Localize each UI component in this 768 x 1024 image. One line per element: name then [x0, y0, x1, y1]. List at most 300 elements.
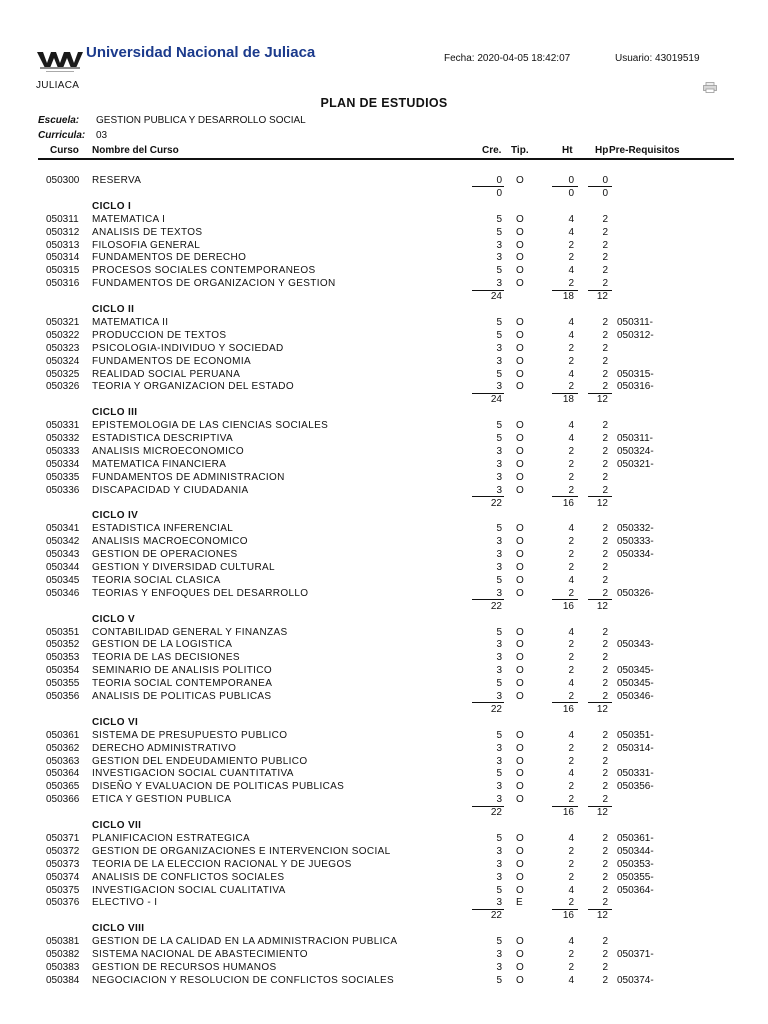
city-label: JULIACA	[36, 80, 80, 91]
course-code: 050342	[46, 536, 80, 548]
course-type: O	[516, 342, 524, 354]
table-row	[0, 484, 768, 497]
course-prerequisites: 050346-	[617, 691, 654, 702]
course-type: O	[516, 381, 524, 393]
course-theory-hours: 4	[568, 574, 574, 586]
course-name: MATEMATICA II	[92, 316, 169, 328]
ciclo-heading	[0, 922, 768, 935]
table-row	[0, 445, 768, 458]
table-row	[0, 548, 768, 561]
course-theory-hours: 2	[568, 381, 574, 393]
course-name: TEORIA SOCIAL CONTEMPORANEA	[92, 678, 273, 690]
course-theory-hours: 2	[568, 342, 574, 354]
course-prerequisites: 050345-	[617, 678, 654, 690]
course-name: TEORIAS Y ENFOQUES DEL DESARROLLO	[92, 587, 309, 599]
course-practice-hours: 2	[602, 562, 608, 573]
course-name: SISTEMA NACIONAL DE ABASTECIMIENTO	[92, 949, 308, 960]
course-type: O	[516, 974, 524, 986]
course-credits: 3	[496, 665, 502, 677]
total-practice-hours: 12	[596, 394, 608, 406]
table-row	[0, 471, 768, 484]
course-practice-hours: 2	[602, 355, 608, 367]
total-credits: 22	[490, 910, 502, 922]
course-code: 050346	[46, 587, 80, 599]
course-type: O	[516, 742, 524, 754]
course-type: O	[516, 175, 524, 186]
col-nombre: Nombre del Curso	[92, 145, 179, 156]
course-theory-hours: 2	[568, 858, 574, 870]
course-practice-hours: 2	[602, 871, 608, 883]
course-code: 050372	[46, 845, 80, 857]
table-row	[0, 213, 768, 226]
table-row	[0, 239, 768, 252]
course-name: INVESTIGACION SOCIAL CUANTITATIVA	[92, 768, 294, 780]
ciclo-heading	[0, 406, 768, 419]
course-credits: 5	[496, 574, 502, 586]
course-name: GESTION DE RECURSOS HUMANOS	[92, 961, 277, 973]
course-theory-hours: 4	[568, 768, 574, 780]
ciclo-total-row	[0, 290, 768, 303]
course-theory-hours: 2	[568, 871, 574, 883]
course-name: FUNDAMENTOS DE ADMINISTRACION	[92, 471, 285, 483]
course-theory-hours: 2	[568, 755, 574, 767]
col-tip: Tip.	[511, 145, 529, 156]
ciclo-label: CICLO II	[92, 304, 135, 315]
course-credits: 5	[496, 213, 502, 225]
course-name: PSICOLOGIA-INDIVIDUO Y SOCIEDAD	[92, 342, 284, 354]
course-prerequisites: 050364-	[617, 884, 654, 896]
course-credits: 5	[496, 368, 502, 380]
course-theory-hours: 2	[568, 652, 574, 664]
course-type: O	[516, 226, 524, 238]
ciclo-total-row	[0, 703, 768, 716]
table-row	[0, 729, 768, 742]
report-user: Usuario: 43019519	[615, 53, 700, 64]
ciclo-label: CICLO IV	[92, 510, 139, 522]
course-practice-hours: 2	[602, 213, 608, 225]
table-row	[0, 342, 768, 355]
course-practice-hours: 2	[602, 626, 608, 638]
course-credits: 3	[496, 381, 502, 393]
course-theory-hours: 4	[568, 974, 574, 986]
course-type: O	[516, 678, 524, 690]
course-code: 050325	[46, 368, 80, 380]
course-credits: 3	[496, 742, 502, 754]
course-credits: 3	[496, 342, 502, 354]
course-practice-hours: 2	[602, 755, 608, 767]
total-credits: 0	[496, 187, 502, 199]
table-row	[0, 651, 768, 664]
course-name: PRODUCCION DE TEXTOS	[92, 329, 227, 341]
course-practice-hours: 2	[602, 342, 608, 354]
course-type: O	[516, 536, 524, 548]
total-credits: 22	[490, 600, 502, 612]
table-row	[0, 974, 768, 987]
course-type: O	[516, 471, 524, 483]
course-code: 050375	[46, 884, 80, 896]
course-code: 050365	[46, 781, 80, 793]
course-theory-hours: 4	[568, 626, 574, 638]
course-name: DISEÑO Y EVALUACION DE POLITICAS PUBLICAS	[92, 781, 345, 793]
total-credits: 24	[490, 394, 502, 406]
course-practice-hours: 2	[602, 961, 608, 973]
course-type: O	[516, 549, 524, 561]
course-credits: 3	[496, 871, 502, 883]
table-row	[0, 535, 768, 548]
course-type: O	[516, 781, 524, 793]
course-credits: 5	[496, 329, 502, 341]
col-ht: Ht	[562, 145, 573, 156]
course-theory-hours: 4	[568, 832, 574, 844]
course-practice-hours: 0	[602, 175, 608, 186]
course-name: FUNDAMENTOS DE DERECHO	[92, 252, 247, 264]
course-type: O	[516, 832, 524, 844]
course-type: O	[516, 639, 524, 651]
ciclo-total-row	[0, 600, 768, 613]
course-theory-hours: 2	[568, 471, 574, 483]
course-type: O	[516, 278, 524, 290]
total-credits: 22	[490, 497, 502, 509]
course-theory-hours: 4	[568, 884, 574, 896]
course-credits: 5	[496, 884, 502, 896]
course-code: 050364	[46, 768, 80, 780]
course-code: 050384	[46, 974, 80, 986]
escuela-value: GESTION PUBLICA Y DESARROLLO SOCIAL	[96, 115, 306, 126]
course-code: 050336	[46, 484, 80, 496]
course-name: SISTEMA DE PRESUPUESTO PUBLICO	[92, 729, 288, 741]
total-theory-hours: 16	[562, 497, 574, 509]
course-credits: 0	[496, 175, 502, 186]
table-row	[0, 832, 768, 845]
course-type: O	[516, 665, 524, 677]
course-prerequisites: 050361-	[617, 832, 654, 844]
course-code: 050311	[46, 213, 79, 225]
course-credits: 3	[496, 652, 502, 664]
course-theory-hours: 2	[568, 549, 574, 561]
report-date: Fecha: 2020-04-05 18:42:07	[444, 53, 571, 64]
course-name: TEORIA Y ORGANIZACION DEL ESTADO	[92, 381, 294, 393]
ciclo-total-row	[0, 806, 768, 819]
course-practice-hours: 2	[602, 458, 608, 470]
course-theory-hours: 4	[568, 936, 574, 948]
course-theory-hours: 4	[568, 213, 574, 225]
course-practice-hours: 2	[602, 678, 608, 690]
course-practice-hours: 2	[602, 832, 608, 844]
course-name: ANALISIS MICROECONOMICO	[92, 445, 244, 457]
course-type: O	[516, 729, 524, 741]
table-row	[0, 368, 768, 381]
course-practice-hours: 2	[602, 536, 608, 548]
table-row	[0, 755, 768, 768]
table-row	[0, 767, 768, 780]
course-credits: 3	[496, 278, 502, 290]
course-theory-hours: 2	[568, 484, 574, 496]
course-theory-hours: 2	[568, 794, 574, 806]
course-practice-hours: 2	[602, 974, 608, 986]
course-prerequisites: 050314-	[617, 742, 654, 754]
course-type: O	[516, 652, 524, 664]
table-row	[0, 793, 768, 806]
table-row	[0, 780, 768, 793]
course-code: 050334	[46, 458, 80, 470]
course-practice-hours: 2	[602, 639, 608, 651]
course-credits: 5	[496, 678, 502, 690]
table-row	[0, 626, 768, 639]
course-credits: 3	[496, 445, 502, 457]
course-theory-hours: 4	[568, 226, 574, 238]
total-practice-hours: 12	[596, 910, 608, 922]
course-practice-hours: 2	[602, 549, 608, 561]
course-prerequisites: 050324-	[617, 445, 654, 457]
course-name: GESTION DE ORGANIZACIONES E INTERVENCION SOCIAL	[92, 845, 391, 857]
ciclo-label: CICLO VII	[92, 820, 142, 831]
course-code: 050363	[46, 755, 80, 767]
course-code: 050352	[46, 639, 80, 651]
course-name: ANALISIS MACROECONOMICO	[92, 536, 248, 548]
course-practice-hours: 2	[602, 433, 608, 444]
course-name: CONTABILIDAD GENERAL Y FINANZAS	[92, 626, 288, 638]
course-practice-hours: 2	[602, 845, 608, 857]
course-credits: 3	[496, 239, 502, 251]
course-type: O	[516, 574, 524, 586]
document-title: PLAN DE ESTUDIOS	[320, 96, 448, 110]
ciclo-total-row	[0, 393, 768, 406]
table-row	[0, 587, 768, 600]
course-prerequisites: 050332-	[617, 523, 654, 535]
course-name: EPISTEMOLOGIA DE LAS CIENCIAS SOCIALES	[92, 420, 329, 432]
course-code: 050332	[46, 433, 80, 444]
course-name: FUNDAMENTOS DE ECONOMIA	[92, 355, 251, 367]
course-practice-hours: 2	[602, 252, 608, 264]
course-code: 050345	[46, 574, 80, 586]
course-code: 050341	[46, 523, 80, 535]
course-code: 050331	[46, 420, 80, 432]
total-theory-hours: 16	[562, 600, 574, 612]
course-prerequisites: 050331-	[617, 768, 654, 780]
course-prerequisites: 050315-	[617, 368, 654, 380]
course-name: GESTION DEL ENDEUDAMIENTO PUBLICO	[92, 755, 308, 767]
course-type: O	[516, 794, 524, 806]
total-practice-hours: 0	[602, 187, 608, 199]
course-code: 050314	[46, 252, 80, 264]
course-type: O	[516, 458, 524, 470]
course-prerequisites: 050333-	[617, 536, 654, 548]
course-practice-hours: 2	[602, 226, 608, 238]
course-credits: 5	[496, 832, 502, 844]
course-name: PLANIFICACION ESTRATEGICA	[92, 832, 251, 844]
total-theory-hours: 18	[562, 394, 574, 406]
course-name: NEGOCIACION Y RESOLUCION DE CONFLICTOS SOCIALES	[92, 974, 395, 986]
course-theory-hours: 2	[568, 458, 574, 470]
course-code: 050374	[46, 871, 80, 883]
ciclo-heading	[0, 613, 768, 626]
course-code: 050324	[46, 355, 80, 367]
course-practice-hours: 2	[602, 768, 608, 780]
table-row	[0, 432, 768, 445]
course-type: O	[516, 420, 524, 432]
course-name: DERECHO ADMINISTRATIVO	[92, 742, 237, 754]
curricula-value: 03	[96, 130, 108, 141]
course-practice-hours: 2	[602, 265, 608, 277]
course-practice-hours: 2	[602, 897, 608, 909]
table-row	[0, 858, 768, 871]
course-code: 050300	[46, 175, 80, 186]
course-theory-hours: 2	[568, 961, 574, 973]
col-hp: Hp	[595, 145, 609, 156]
course-name: RESERVA	[92, 175, 142, 186]
course-name: TEORIA DE LAS DECISIONES	[92, 652, 240, 664]
course-practice-hours: 2	[602, 523, 608, 535]
course-type: O	[516, 562, 524, 573]
course-code: 050371	[46, 832, 80, 844]
course-code: 050373	[46, 858, 80, 870]
course-theory-hours: 2	[568, 278, 574, 290]
course-credits: 3	[496, 549, 502, 561]
table-row	[0, 264, 768, 277]
course-code: 050381	[46, 936, 80, 948]
course-credits: 5	[496, 768, 502, 780]
course-credits: 3	[496, 639, 502, 651]
ciclo-label: CICLO VI	[92, 716, 139, 728]
course-credits: 3	[496, 781, 502, 793]
ciclo-total-row	[0, 187, 768, 200]
total-theory-hours: 16	[562, 807, 574, 819]
course-name: GESTION Y DIVERSIDAD CULTURAL	[92, 562, 275, 573]
table-row	[0, 316, 768, 329]
course-practice-hours: 2	[602, 368, 608, 380]
course-theory-hours: 4	[568, 420, 574, 432]
total-practice-hours: 12	[596, 497, 608, 509]
course-prerequisites: 050321-	[617, 458, 654, 470]
course-theory-hours: 2	[568, 536, 574, 548]
course-name: TEORIA DE LA ELECCION RACIONAL Y DE JUEGOS	[92, 858, 352, 870]
course-theory-hours: 2	[568, 239, 574, 251]
course-name: ANALISIS DE POLITICAS PUBLICAS	[92, 691, 272, 702]
course-theory-hours: 4	[568, 316, 574, 328]
course-code: 050344	[46, 562, 80, 573]
course-theory-hours: 4	[568, 729, 574, 741]
course-type: O	[516, 949, 524, 960]
course-theory-hours: 2	[568, 562, 574, 573]
course-practice-hours: 2	[602, 420, 608, 432]
course-type: O	[516, 587, 524, 599]
course-code: 050361	[46, 729, 80, 741]
ciclo-total-row	[0, 497, 768, 510]
course-theory-hours: 4	[568, 265, 574, 277]
course-name: FUNDAMENTOS DE ORGANIZACION Y GESTION	[92, 278, 336, 290]
table-row	[0, 522, 768, 535]
course-name: FILOSOFIA GENERAL	[92, 239, 201, 251]
course-theory-hours: 2	[568, 949, 574, 960]
course-practice-hours: 2	[602, 329, 608, 341]
course-practice-hours: 2	[602, 381, 608, 393]
course-theory-hours: 2	[568, 252, 574, 264]
course-code: 050383	[46, 961, 80, 973]
course-credits: 3	[496, 897, 502, 909]
ciclo-heading	[0, 303, 768, 316]
table-row	[0, 896, 768, 909]
total-credits: 24	[490, 291, 502, 303]
course-prerequisites: 050311-	[617, 316, 653, 328]
table-row	[0, 458, 768, 471]
table-row	[0, 251, 768, 264]
course-prerequisites: 050374-	[617, 974, 654, 986]
table-row	[0, 574, 768, 587]
total-theory-hours: 0	[568, 187, 574, 199]
course-name: ELECTIVO - I	[92, 897, 158, 909]
course-prerequisites: 050356-	[617, 781, 654, 793]
course-credits: 3	[496, 458, 502, 470]
course-type: O	[516, 961, 524, 973]
total-credits: 22	[490, 703, 502, 715]
course-credits: 5	[496, 729, 502, 741]
course-code: 050343	[46, 549, 80, 561]
course-prerequisites: 050351-	[617, 729, 654, 741]
course-practice-hours: 2	[602, 278, 608, 290]
course-name: GESTION DE LA CALIDAD EN LA ADMINISTRACION PUBLICA	[92, 936, 398, 948]
course-name: MATEMATICA FINANCIERA	[92, 458, 227, 470]
table-row	[0, 355, 768, 368]
course-code: 050376	[46, 897, 80, 909]
course-prerequisites: 050343-	[617, 639, 654, 651]
course-credits: 5	[496, 433, 502, 444]
course-type: O	[516, 845, 524, 857]
course-type: O	[516, 626, 524, 638]
ciclo-label: CICLO III	[92, 407, 138, 419]
course-type: O	[516, 433, 524, 444]
course-name: DISCAPACIDAD Y CIUDADANIA	[92, 484, 249, 496]
course-theory-hours: 2	[568, 691, 574, 702]
course-theory-hours: 2	[568, 665, 574, 677]
col-prereq: Pre-Requisitos	[609, 145, 680, 156]
course-practice-hours: 2	[602, 587, 608, 599]
table-row	[0, 935, 768, 948]
course-practice-hours: 2	[602, 574, 608, 586]
course-code: 050362	[46, 742, 80, 754]
course-theory-hours: 2	[568, 845, 574, 857]
table-row	[0, 961, 768, 974]
course-name: GESTION DE LA LOGISTICA	[92, 639, 233, 651]
course-code: 050322	[46, 329, 80, 341]
ciclo-heading	[0, 200, 768, 213]
course-practice-hours: 2	[602, 691, 608, 702]
ciclo-heading	[0, 716, 768, 729]
table-row	[0, 742, 768, 755]
course-theory-hours: 2	[568, 742, 574, 754]
course-code: 050351	[46, 626, 80, 638]
course-type: O	[516, 936, 524, 948]
table-row	[0, 677, 768, 690]
course-credits: 3	[496, 845, 502, 857]
course-code: 050333	[46, 445, 80, 457]
course-prerequisites: 050311-	[617, 433, 653, 444]
course-name: ESTADISTICA INFERENCIAL	[92, 523, 234, 535]
course-type: O	[516, 523, 524, 535]
course-practice-hours: 2	[602, 858, 608, 870]
course-credits: 3	[496, 484, 502, 496]
course-theory-hours: 4	[568, 523, 574, 535]
course-name: MATEMATICA I	[92, 213, 166, 225]
table-row	[0, 948, 768, 961]
ciclo-heading	[0, 509, 768, 522]
course-prerequisites: 050344-	[617, 845, 654, 857]
course-credits: 3	[496, 961, 502, 973]
course-code: 050316	[46, 278, 80, 290]
course-code: 050353	[46, 652, 80, 664]
course-code: 050366	[46, 794, 80, 806]
course-type: O	[516, 329, 524, 341]
course-code: 050356	[46, 691, 80, 702]
